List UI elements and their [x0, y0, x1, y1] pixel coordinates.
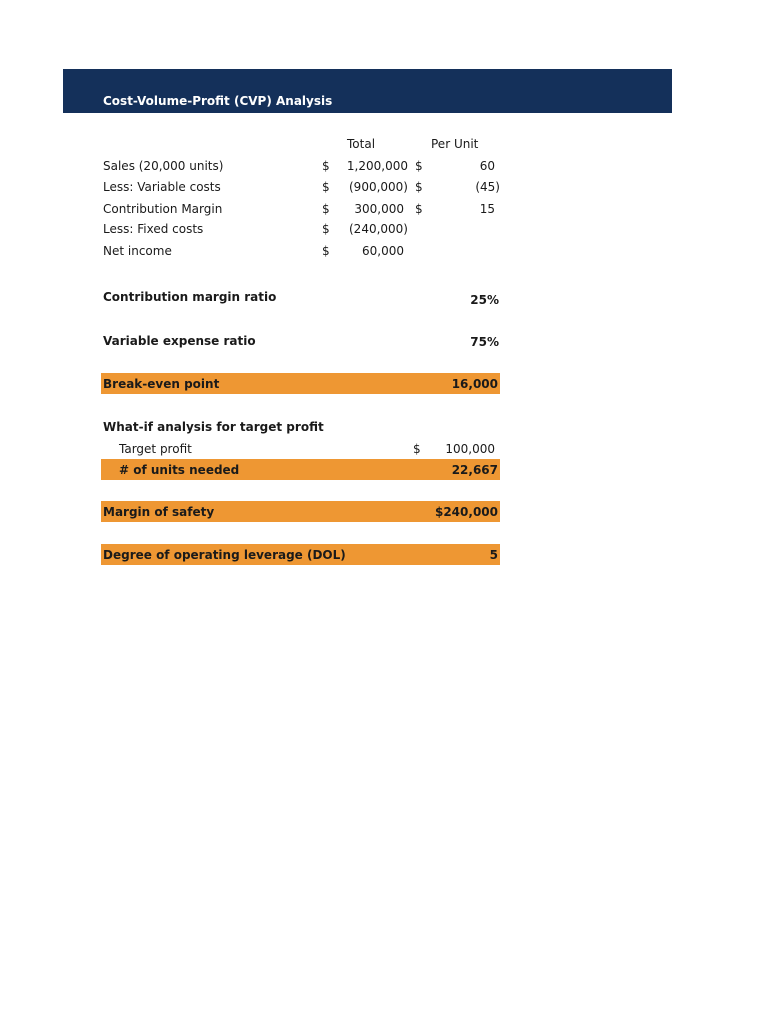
margin-of-safety-row: [101, 501, 500, 522]
units-needed-value: 22,667: [451, 463, 498, 477]
target-profit-value: 100,000: [445, 442, 495, 456]
what-if-heading: What-if analysis for target profit: [103, 420, 324, 434]
per-unit-value: 15: [479, 202, 495, 216]
target-profit-label: Target profit: [119, 442, 192, 456]
row-label: Net income: [103, 244, 172, 258]
column-header-total: Total: [347, 137, 376, 151]
row-label: Sales (20,000 units): [103, 159, 224, 173]
dol-value: 5: [489, 548, 498, 562]
currency-symbol: $: [322, 202, 330, 216]
total-value: 300,000: [354, 202, 404, 216]
units-needed-label: # of units needed: [119, 463, 240, 477]
currency-symbol: $: [322, 159, 330, 173]
column-header-per-unit: Per Unit: [431, 137, 479, 151]
contribution-margin-ratio-label: Contribution margin ratio: [103, 290, 277, 304]
contribution-margin-ratio-value: 25%: [470, 293, 499, 307]
margin-of-safety-value: $240,000: [434, 505, 498, 519]
header-bar: [63, 69, 672, 113]
margin-of-safety-label: Margin of safety: [103, 505, 215, 519]
per-unit-value: (45): [475, 180, 500, 194]
total-value: 60,000: [362, 244, 404, 258]
row-label: Contribution Margin: [103, 202, 223, 216]
currency-symbol: $: [413, 442, 421, 456]
page-title: Cost-Volume-Profit (CVP) Analysis: [103, 94, 333, 108]
total-value: (240,000): [349, 222, 408, 236]
currency-symbol: $: [322, 244, 330, 258]
total-value: 1,200,000: [346, 159, 408, 173]
variable-expense-ratio-value: 75%: [470, 335, 499, 349]
currency-symbol: $: [415, 159, 423, 173]
variable-expense-ratio-label: Variable expense ratio: [103, 334, 256, 348]
currency-symbol: $: [322, 180, 330, 194]
row-label: Less: Fixed costs: [103, 222, 204, 236]
break-even-label: Break-even point: [103, 377, 220, 391]
currency-symbol: $: [415, 202, 423, 216]
currency-symbol: $: [322, 222, 330, 236]
break-even-value: 16,000: [451, 377, 498, 391]
dol-row: [101, 544, 500, 565]
break-even-row: [101, 373, 500, 394]
currency-symbol: $: [415, 180, 423, 194]
row-label: Less: Variable costs: [103, 180, 221, 194]
units-needed-row: [101, 459, 500, 480]
total-value: (900,000): [349, 180, 408, 194]
dol-label: Degree of operating leverage (DOL): [103, 548, 346, 562]
per-unit-value: 60: [479, 159, 495, 173]
